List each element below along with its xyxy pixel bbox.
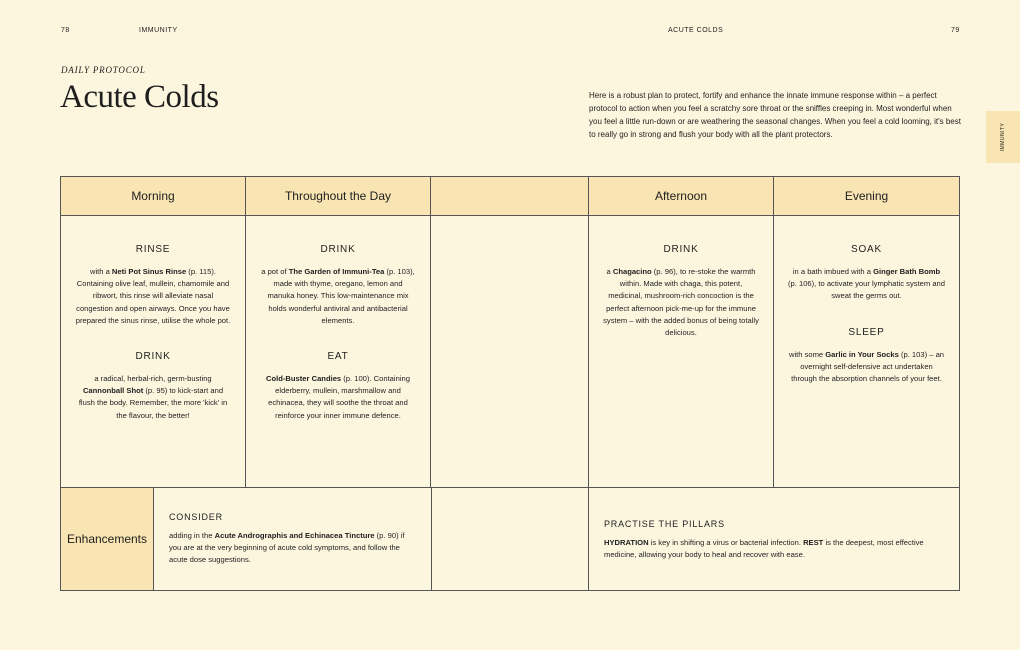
morning-drink-heading: DRINK [135,351,171,363]
left-page-number: 78 [61,27,70,34]
afternoon-cell [589,216,774,488]
intro-paragraph: Here is a robust plan to protect, fortify and enhance the innate immune response within – a perfect protocol to action when you feel a scratchy sore throat or the sniffles creeping in. Most wonderful when you feel a little run-down or are weathering the seasonal changes. When you feel a cold looming, it's best to really go in strong and flush your body with all the plant protectors. [589,91,961,139]
evening-soak-text: in a bath imbued with a Ginger Bath Bomb (p. 106), to activate your lymphatic system and sweat the germs out. [788,267,946,301]
enhancements-blank-cell [431,488,589,590]
throughout-cell [246,216,431,488]
morning-drink-text: a radical, herbal-rich, germ-busting Cannonball Shot (p. 95) to kick-start and flush the body. Remember, the more 'kick' in the flavour, the better! [78,374,228,420]
throughout-eat-heading: EAT [327,351,349,363]
consider-cell [154,488,431,590]
side-tab [986,111,1020,163]
enhancements-label-cell [61,488,154,590]
afternoon-drink-text: a Chagacino (p. 96), to re-stoke the warmth within. Made with chaga, this potent, medicinal, mushroom-rich concoction is the perfect afternoon pick-me-up for the immune system – with the added bonus of being totally delicious. [603,267,759,338]
column-header-evening [774,177,959,216]
column-header-morning [61,177,246,216]
throughout-drink-text: a pot of The Garden of Immuni-Tea (p. 103), made with thyme, oregano, lemon and manuka honey. This low-maintenance mix holds wonderful antiviral and antibacterial elements. [261,267,415,325]
evening-sleep-heading: SLEEP [848,326,885,338]
protocol-table [60,176,960,591]
pillars-heading: PRACTISE THE PILLARS [604,519,725,529]
column-header-throughout [246,177,431,216]
column-header-throughout-label: Throughout the Day [284,189,392,203]
throughout-eat-text: Cold-Buster Candies (p. 100). Containing elderberry, mullein, marshmallow and echinacea, they will soothe the throat and reinforce your inner immune defence. [266,374,410,420]
consider-text: adding in the Acute Andrographis and Echinacea Tincture (p. 90) if you are at the very beginning of acute cold symptoms, and follow the acute dose suggestions. [169,531,405,565]
column-header-morning-label: Morning [131,189,175,203]
column-header-afternoon-label: Afternoon [654,189,708,203]
morning-rinse-text: with a Neti Pot Sinus Rinse (p. 115). Containing olive leaf, mullein, chamomile and ribwort, this rinse will alleviate nasal congestion and open airways. Once you have prepared the sinus rinse, utilise the whole pot. [75,267,231,325]
kicker: DAILY PROTOCOL [61,65,146,75]
morning-cell [61,216,246,488]
right-page-number: 79 [951,27,960,34]
blank-cell [431,216,589,488]
enhancements-label: Enhancements [66,532,148,546]
evening-sleep-text: with some Garlic in Your Socks (p. 103) – an overnight self-defensive act undertaken through the absorption channels of your feet. [788,349,945,384]
evening-cell [774,216,959,488]
left-running-header: IMMUNITY [139,27,178,34]
column-header-afternoon [589,177,774,216]
right-running-header: ACUTE COLDS [668,27,724,34]
consider-heading: CONSIDER [169,512,223,522]
page-title: Acute Colds [60,79,219,115]
afternoon-drink-heading: DRINK [663,244,699,255]
side-tab-label: IMMUNITY [1000,122,1006,152]
throughout-drink-heading: DRINK [320,244,356,255]
pillars-cell [589,488,959,590]
column-header-blank [431,177,589,216]
morning-rinse-heading: RINSE [135,244,171,255]
pillars-text: HYDRATION is key in shifting a virus or bacterial infection. REST is the deepest, most effective medicine, allowing your body to heal and recover with ease. [604,538,924,560]
column-header-evening-label: Evening [844,189,889,203]
evening-soak-heading: SOAK [851,244,882,255]
